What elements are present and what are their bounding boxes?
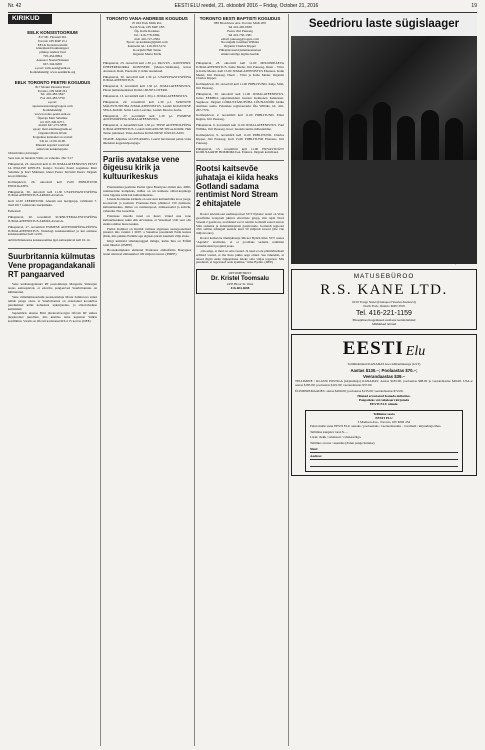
prices-line-1: Aastas $130.–; Poolaastas $70.–;	[350, 367, 418, 373]
konsistoorium-line: Assessor Naani Holunen	[36, 58, 69, 63]
story-paragraph: Linade Kolmainu kirikule on seal suur kultuuriõhtu koos jaoga, koosnevalt ja kontuid, Prantsuse-Vene põhikool 150 õpilasele, kultuurikeskus, milles on raamatupood, näitusesaalid ja kohvik, vahendas The Guardian.	[103, 197, 191, 214]
peetri-line: Õpetaja Mart Salumäe	[37, 115, 68, 120]
baptisti-line: Pühapäevaseid jumalateenistusi	[219, 48, 261, 53]
optometrist-name: Dr. Kristel Toomsalu	[211, 276, 269, 283]
eelk-peetri-lines	[8, 86, 97, 152]
camp-headline: Seedrioru laste sügislaager	[291, 14, 477, 36]
column-3	[196, 14, 284, 746]
baptisti-title: TORONTO EESTI BAPTISTI KOGUDUS	[199, 16, 281, 21]
baptisti-line: Noortejuht Jonathan Wilbiks	[221, 40, 259, 45]
order-address: 3 Madison Ave., Toronto, ON M5R 2S2	[357, 419, 411, 424]
currency-note: Hinnad arvestatud Kanada dollarites.	[357, 394, 411, 399]
optometrist-address: 2435 Bloor St. West	[226, 282, 254, 287]
address-field[interactable]: Aadress:	[310, 455, 458, 460]
peetri-line: eelnevale kokkuleppele.	[36, 146, 69, 151]
prices-line-2: Veerandaastas $39.–	[362, 373, 406, 379]
optometrist-ad	[196, 269, 284, 294]
peetri-line: Tel. 416-483-5847	[40, 92, 65, 97]
schedule-item: Pühapäeval, 20. novembril kell 1.30 p.l. SURNUTE MÄLESTUSPÜHA JUMALATEENISTUS. Laulab KOGUDUSE SEGA-KOOR. Solist Leelo Leevike, Laulab Monica Zerbe.	[103, 99, 191, 112]
order-body: Palun mulle saata EESTI ELU aastaks / poolaastaks / veerandaastaks – tavaliselt / kirjandusja ühes.	[310, 423, 442, 428]
schedule-item: Kolmapäeval, 9. novembril kell 11.00 PIIBLITUND. Charles Kipper, Jüri Puusaag. Kell 15.00 PIIBLITUND Ehatares. Jüri Puusaag.	[196, 132, 284, 145]
peetri-info: Oktoobrikuu jutlustaja:	[8, 150, 40, 155]
gotland-story	[196, 165, 284, 265]
konsistoorium-line: piiskop Andres Taul	[39, 50, 66, 55]
order-checks: Lisan: tšekk / rahakaart / rahakaardiga.	[310, 435, 362, 440]
peetri-line: Toronto, ON M4P 2L1	[37, 88, 68, 93]
peetri-line: T-R kl. 11:00-16.00.	[39, 138, 66, 143]
story-paragraph: „On selge, et meil on oma vaated. Ja need ei ole põhimõtteliselt sellised vaated, et ma ilusa pikka aega olnud. See tähendab, et teised riigid oleks õiguspärane tuleks oma väljas tegevust. Mis puudutab, et tegevused seda ajamine," ütles Bydén. (DEE)	[196, 248, 284, 265]
vana-andrese-line: 25 Old York Mills Rd.,	[131, 21, 163, 26]
konsistoorium-line: 647-344-9206	[43, 61, 62, 66]
kane-company-name: R.S. KANE LTD.	[320, 282, 448, 298]
story-paragraph: Vene välisministeeriumi pressiesindaja Maria Zahharova sõnul näitab panga otsus, et Suurbritannia on otsustanud kooskõlas puudumisel kõiki kohustusi ajakirjandus- ja sõnavabaduse kaitsmisel.	[8, 294, 97, 311]
baptisti-lines	[196, 22, 284, 57]
logo-eesti: EESTI	[342, 338, 404, 360]
baptisti-line: email: puusaag@rogers.com	[221, 36, 259, 41]
kane-phone: Tel. 416-221-1159	[356, 310, 412, 318]
camp-group-photo	[291, 36, 477, 160]
name-field[interactable]: Nimi:	[310, 448, 458, 453]
schedule-item: Pühapäeval, 20. novembril SURNUTEMALESTUSPÜHA JUMALATEENISTUS ARMULAUAGA.	[8, 214, 97, 223]
vana-andrese-schedule	[103, 62, 191, 146]
eelk-peetri-block	[8, 80, 97, 244]
baptisti-schedule	[196, 62, 284, 155]
schedule-item: Pühapäeval, 23. oktoobril kell 1.30 p.l. PALVUS - KONTSERT. ÜHEPEREKORRA KONTSERT. (Mezzo-Weimann), kavas Arensson, Raid, Piazzolla jt. Kõik teretulnud.	[103, 60, 191, 73]
baptisti-line: Organist Charles Kipper	[223, 44, 257, 49]
peetri-line: tel. 647-340-9271,	[40, 119, 65, 124]
vana-andrese-line: Epost: op.kadakas@gmail.com	[126, 40, 168, 45]
schedule-item: Kolmapäeval, 26. oktoobril kell 11.00 PIIBLITUND. Kaljo Siild, Jüri Puusaag.	[196, 82, 284, 91]
peetri-line: 817 Mount Pleasant Road	[35, 84, 70, 89]
postal-prices: TELLIMINE / KLASSI POSTIGA (kirjandusja) KANADAS: Aastas $185.00, poolaastas $98.00 ja veerandaastas $49.00. USA-s: aastas $185.00; poolaastas $101.00; veerandaastas $57.00.	[295, 378, 473, 387]
kane-top-label: MATUSEBÜROO	[353, 273, 415, 281]
overseas-prices: ÜLEMEREMAADES: aastas $260.00; poolaastas $135.00; veerandaastas $72.00.	[295, 388, 404, 393]
kirikud-section-label: KIRIKUD	[8, 14, 52, 24]
schedule-item: Pühapäeval, 6. novembril kell 1.30 p.l. JUMALATEENISTUS. Pärast jumalateenistust KOGU-DUSE LOTERII.	[103, 84, 191, 93]
baptisti-line: sünkroontõlge inglise keelde	[221, 52, 259, 57]
eelk-konsistoorium-block	[8, 30, 97, 75]
schedule-item: Pühapäeval, 30. oktoobril kell 1.30 p.l. USUPUHASTUSPÜHA JUMALATEENISTUS.	[103, 74, 191, 83]
schedule-item: Pühapäeval, 30. oktoobril kell 11.00 JUMALATEENISTUS. Juttas EEKBKL superintendent Gunnar Kekkonen Kekkonen. Segakoor. Järgneb LÕIKUSTÄNUPÜHA LÕUNASÖÖK kiriku alumises saalis. Palutakse registreeruda: Õie Wilbiks, tel. 416-267-7376.	[196, 92, 284, 112]
payable-note: EESTI ELU nimele.	[369, 402, 399, 407]
schedule-item: Pühapäeval, 4. detsembril kell 1.30 p.l. TEISE ADVENDI-PÜHA JUMALATEENISTUS. Laulab KOGUDUSE SEGA-KOOR. Heli Tenno juhatusel. Vana-Andrese KOGUDUSE JÕULULAUD.	[103, 123, 191, 136]
eesti-elu-logo	[295, 338, 473, 360]
baptisti-line: Tel 416-750-1381	[228, 32, 252, 37]
optometrist-phone: 416-604-4688	[230, 286, 250, 291]
payment-note: Pangatšeks või rahakaart kirjutada	[358, 398, 410, 403]
rt-bank-body	[8, 283, 97, 324]
schedule-item: Pühapäeval, 23. oktoobril kell 11.00 MISJONIPÄEVA JUMALATEENISTUS. Kalle Meder, Jüri Puusaag, Duett – Viive ja Kalle Meder. Kell 15.00 JUMALATEENISTUS Ehatares. Kalle Meder, Jüri Puusaag. Duett – Viive ja Kalle Meder. Organist Charles Kipper.	[196, 60, 284, 81]
vana-andrese-line: Organist Marta Kivik	[132, 52, 162, 57]
peetri-line: www.toronto.peetri.eelk.ee	[34, 111, 71, 116]
konsistoorium-line: kõnemuuril kokkuleppel	[36, 46, 69, 51]
camp-photo-feature	[291, 14, 477, 264]
eelk-peetri-title: EELK TORONTO PEETRI KOGUDUS	[14, 79, 91, 85]
page-right-number: 19	[471, 3, 477, 10]
schedule-item: Pühapäeval, 23. oktoobril kell 11.30 JUMALATEENISTUS EESTI JA INGLISE KEELES. Kaleja: Toronto Peetri koguduse Mart Salumäe ja Karl Malmeni, kõnel Pastor Kivisild Peetri. Järgneb koosviibimine.	[8, 162, 97, 178]
order-title: Tellimine saata	[373, 412, 395, 417]
vana-andrese-line: Kantselei tel.: 416-923-5172.	[127, 44, 167, 49]
baptisti-block	[196, 16, 284, 57]
masthead-line: EESTI ELU reedel, 21. oktoobril 2016 – Friday, October 21, 2016	[174, 3, 319, 10]
story-paragraph: Septembris alustas Briti järelevalveorgan Ofcom RT suhtes järjekordset juurdlust, mis käsitles tema kajastust Süüria konfliktist. Varem on Ofcom karistanud RT-d 15 korral. (DEE)	[8, 311, 97, 324]
peetri-line: Koguduse kantselei on avatud	[32, 135, 73, 140]
schedule-item: Pühapäeval, 13. novembril kell 11.00 HUVASTIJÄTT KODUSAARTE HOMMIKUGA. Erikava. Järgneb kohvilaud.	[196, 146, 284, 155]
kane-slogan: Pikaajalised kogemused eestlaste teenindamisel	[352, 317, 416, 322]
column-1	[8, 14, 97, 746]
schedule-item: Pühapäeval, 6. novembril kell 11.00 JUMALATEENISTUS. Paul Wilbiks, Jüri Puusaag. Koor. Issanda surma mälestamine.	[196, 123, 284, 132]
vana-andrese-line: Tel.: 416-778-6360,	[133, 32, 161, 37]
baptisti-line: Tel 416-465-0639	[228, 24, 252, 29]
vana-andrese-title: TORONTO VANA-ANDRESE KOGUDUS	[106, 16, 188, 21]
konsistoorium-line: Kodulehekülg: www.eestikirik.org	[29, 69, 76, 74]
address-field-2[interactable]	[310, 462, 458, 467]
schedule-item: Pühapäeval, 27. novembril ESIMESE ADVENDIPÜHA-PÜHVA JUMALATEENISTUS. Naisringi kokkusaamisel ja kui esimese kokkusaamiset kell 12.00.	[8, 224, 97, 237]
peetri-line: Kodulehekülg:	[42, 107, 63, 112]
rt-bank-headline: Suurbritannia külmutas Vene propagandakanali RT pangaarved	[8, 252, 96, 279]
gst-line: Tellimishinnad KANADAS koos käibemaksuga (GST)	[347, 361, 421, 366]
konsistoorium-line: Toronto ON M4P 2L1	[37, 38, 68, 43]
konsistoorium-line: 705-454-8994	[43, 54, 62, 59]
schedule-item: Pühapäeval, 13. novembril kell 1.30 p.l. JUMALATEENISTUS.	[103, 94, 188, 99]
eelk-konsistoorium-title: EELK KONSISTOORIUM	[27, 29, 78, 35]
story-paragraph: Hoonekompleksi ehitanud Prantsuse ehitusfirma Bouygues teatel ulatuvad ehituskulud 100 miljoni euroni. (PMEE)	[103, 247, 191, 256]
eelk-konsistoorium-lines	[8, 36, 97, 75]
page-number: Nr. 42	[8, 3, 22, 10]
story-paragraph: Vene uudisteagentuuri RT peatoimetaja Margarita Simonjan teatas esmaspäeval, et ettevõte pangaarved Suurbritannias on külmutatud.	[8, 282, 97, 295]
paris-church-headline: Pariis avatakse vene õigeusu kirik ja kultuurikeskus	[103, 154, 180, 182]
peetri-line: mobiil 647-273-5858	[38, 123, 67, 128]
story-paragraph: Rootsi kaitsevõe ülemjuhataja Micael Bydén ütles SVT saates "Agenda" eraldades, et ei pooldaks sadama rentimist venemaalastel projekti jaoks.	[196, 236, 284, 248]
story-paragraph: Rootsi televisiooni uudisteportaal SVT Nyheter teatel on Vene gaasifirma Gazprom juhitav ettevõtete grupp, mis rajab Nord Stream 2 gaasitoru, avaldanud soovi rentida Gotlandi saarel asuvat Slite sadamat ja ladustamisplatsi gaasitorude. Gotlandi regiooni võib selline tehingud teenida kuni 50 miljonit krooni (üle viie miljoni euro).	[196, 211, 284, 236]
schedule-item: TEADE. Algamas on LEE-RIAEG. Leeriõ huvitatutel palun võtta ühendust kogudusõpetajaga.	[103, 136, 191, 145]
peetri-line: Muudel aegadel vastavalt	[35, 142, 70, 147]
vana-andrese-line: Õp. Kalle Kadakas	[134, 28, 160, 33]
peetri-line: Organist Marta Kivik	[38, 131, 67, 136]
schedule-item: Eelteated:	[8, 209, 22, 214]
paris-church-body	[103, 186, 191, 257]
schedule-item: Kell 12.30 LEERITUND. Alustab uus leerigrupp, valmistab 7. mail 2017 toimuvaks leeripühaks.	[8, 199, 97, 208]
konsistoorium-line: e-post: valis-eesti@eelk.ee	[34, 65, 71, 70]
schedule-item: Kolmapäeval, 2. novembril kell 11.00 PIIBLITUND. Einar Regina, Jüri Puusaag.	[196, 113, 284, 122]
story-paragraph: Kiigi kuldsaid sibulatpraggud mängu, kulus linn on Eiffeli torni lähedal. (PMEE)	[103, 239, 191, 248]
eelk-peetri-schedule	[8, 157, 97, 243]
optometrist-label: OPTOMETRIST	[228, 271, 252, 276]
baptisti-line: Pastor Jüri Puusaag	[227, 28, 253, 33]
peetri-line: stpeterseestonian@rogers.com	[32, 104, 73, 109]
order-form	[305, 410, 463, 472]
order-extra: Tellimise kuupäev taras $. ...	[310, 429, 348, 434]
kane-slogan-2: Mõõdukad hinnad	[371, 321, 397, 326]
schedule-item: Pühapäeval, 27. novembril kell 1.30 p.l. ESIMESE ADVENDIPÜHA JUMALATEENISTUS.	[103, 113, 191, 122]
vana-andrese-line: North York, ON M2P 1B5	[129, 24, 165, 29]
schedule-item: Pühapäeval, 30. oktoobril kell 11.30 USUPUHASTUSPÜHA JUMALATEENISTUS ARMULAUAGA.	[8, 189, 97, 198]
peetri-line: epost: mart.salumae@eelk.ee	[33, 127, 72, 132]
vana-andrese-line: mob 416-727-2384	[134, 36, 160, 41]
column-4-5	[291, 14, 477, 746]
column-2	[103, 14, 191, 746]
vana-andrese-block	[103, 16, 191, 57]
paris-church-story	[103, 156, 191, 257]
gotland-headline: Rootsi kaitsevõe juhataja ei kiida heaks Gotlandi sadama rentimist Nord Stream 2 ehitajatele	[196, 164, 279, 209]
story-paragraph: Pariisi Kabliud on Kremli valitsus algatuses suurejoonelised plaanid, mis vannisi 1 2007. a Venemaa presidendi Putin kutsus jääda, mis pakkus Putinile aga alguses pärast kuumalt välja sinna.	[103, 226, 191, 239]
rt-bank-story	[8, 253, 97, 324]
peetri-line: e-post:	[48, 100, 57, 105]
story-paragraph: Prantsusmaa pealinna Pariisi Quai Branlysse ehitati uus, 4000-ruutmeetrine kompleks, milles on nii kaldeete siibul-koplitega vene õigeusu kirik kui kultuurikeskus.	[103, 184, 191, 197]
kane-address-1: 6150 Yonge Street (lõunapool Steeles Avenue'd)	[352, 299, 416, 304]
konsistoorium-line: 817 Mt. Pleasant Rd.	[38, 34, 67, 39]
logo-elu: Elu	[405, 344, 426, 360]
eesti-elu-subscription-ad	[291, 334, 477, 476]
schedule-item: Seal, kus on lunanda Valm, on vahedus. 2Kr 3:17	[8, 156, 74, 161]
gotland-body	[196, 213, 284, 265]
baptisti-line: 883 Broadview Ave. Toronto M4K 2P9	[214, 21, 266, 26]
peetri-line: Fax 416-483-5756	[40, 96, 65, 101]
running-header	[8, 4, 477, 13]
vana-andrese-lines	[103, 22, 191, 57]
vana-andrese-line: Koorijuht Heli Tenno	[132, 48, 162, 53]
story-paragraph: Prantsuse meedia tuuel on Iuuev võnud uue vene kultuurikeskuse kuhu ehk Arvatakse, et Venemaal võib seal olla elektroonilise luure keskus.	[103, 213, 191, 226]
schedule-item: Kolmapäeval, 26. oktoobril kell 15.00 PIIBLITUND ENDLIGATES.	[8, 179, 97, 188]
schedule-item: Arbitivõimekonna kokkusaamine igal esmaspäeval kell 10-14.	[8, 238, 91, 243]
kane-address-2: North York, Ontario M2N 3W9	[363, 303, 405, 308]
order-check-2: Tellimus on uus / uuendus (Palun pange linnuke)	[310, 441, 375, 446]
order-paper: EESTI ELU	[375, 415, 393, 420]
konsistoorium-line: EELK Konsistooriumi	[37, 42, 68, 47]
kane-funeral-ad	[291, 269, 477, 330]
